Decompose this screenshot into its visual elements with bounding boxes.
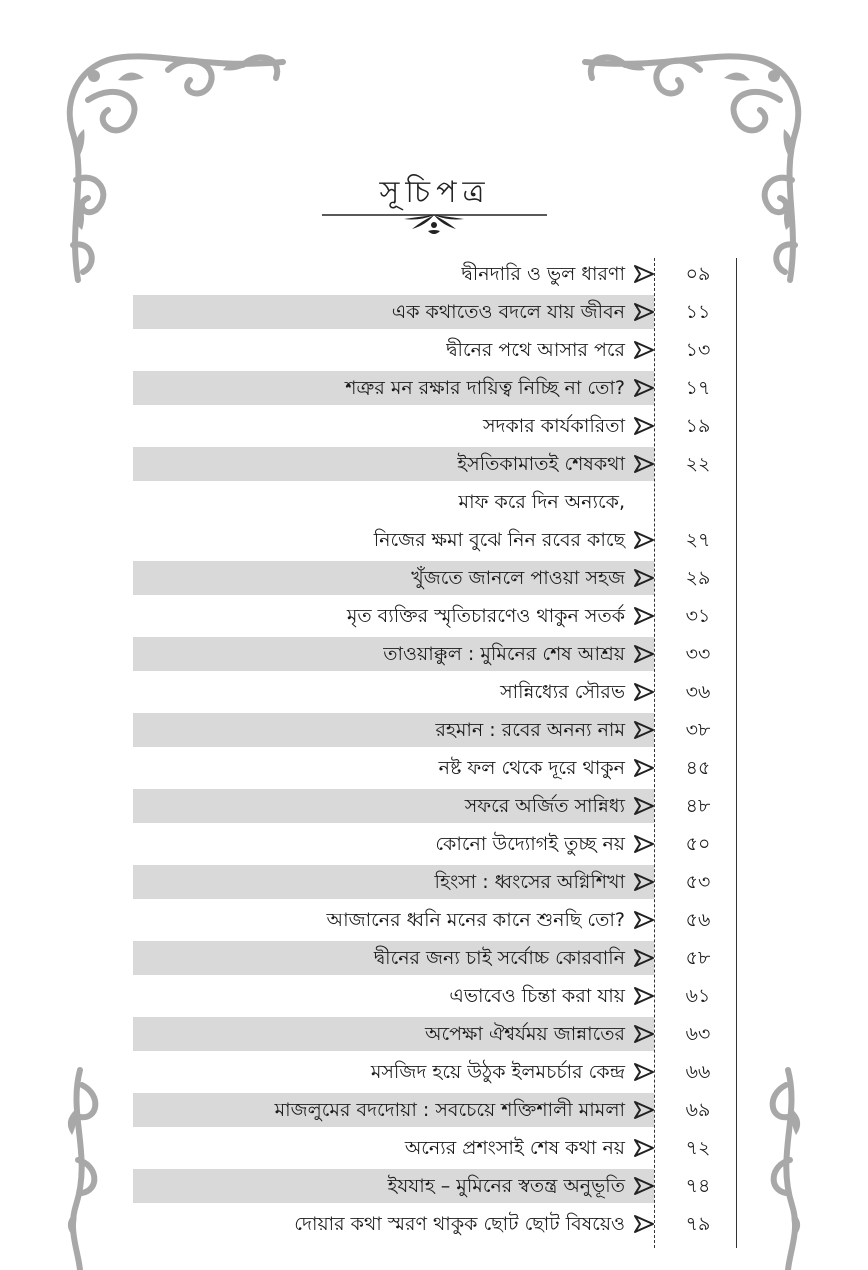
toc-entry-title: মাজলুমের বদদোয়া : সবচেয়ে শক্তিশালী মামলা (274, 1099, 625, 1121)
corner-ornament-top-left-icon (58, 40, 298, 290)
toc-entry-title: মৃত ব্যক্তির স্মৃতিচারণেও থাকুন সতর্ক (346, 605, 625, 627)
page-title: সূচিপত্র (379, 175, 491, 210)
arrow-pointer-icon (633, 834, 655, 858)
arrow-pointer-icon (633, 530, 655, 554)
toc-entry-title: তাওয়াক্কুল : মুমিনের শেষ আশ্রয় (383, 643, 625, 665)
arrow-pointer-icon (633, 606, 655, 630)
toc-entry (133, 483, 773, 559)
toc-entry (133, 445, 773, 483)
arrow-pointer-icon (633, 872, 655, 896)
toc-entry-page-number: ৩৮ (685, 719, 711, 741)
toc-entry-page-number: ৫৩ (685, 871, 711, 893)
toc-entry-title: ইযযাহ – মুমিনের স্বতন্ত্র অনুভূতি (387, 1175, 625, 1197)
toc-entry (133, 977, 773, 1015)
arrow-pointer-icon (633, 720, 655, 744)
arrow-pointer-icon (633, 1176, 655, 1200)
toc-entry-page-number: ৫৬ (685, 909, 711, 931)
toc-entry-title: কোনো উদ্যোগই তুচ্ছ নয় (435, 833, 625, 855)
arrow-pointer-icon (633, 1024, 655, 1048)
toc-entry-page-number: ৩৬ (685, 681, 711, 703)
arrow-pointer-icon (633, 1214, 655, 1238)
toc-entry-page-number: ৩৩ (685, 643, 711, 665)
toc-entry (133, 559, 773, 597)
toc-entry (133, 901, 773, 939)
title-flourish-icon (322, 203, 547, 237)
toc-entry-page-number: ৫৮ (685, 947, 711, 969)
arrow-pointer-icon (633, 340, 655, 364)
toc-entry-page-number: ২৭ (685, 529, 711, 551)
arrow-pointer-icon (633, 682, 655, 706)
toc-entry-page-number: ৩১ (685, 605, 711, 627)
toc-entry-page-number: ২৯ (685, 567, 711, 589)
toc-entry-title: ইসতিকামাতই শেষকথা (457, 453, 625, 475)
arrow-pointer-icon (633, 454, 655, 478)
toc-entry (133, 293, 773, 331)
arrow-pointer-icon (633, 264, 655, 288)
toc-entry-title: এভাবেও চিন্তা করা যায় (449, 985, 625, 1007)
toc-entry (133, 711, 773, 749)
toc-entry-page-number: ৫০ (685, 833, 711, 855)
toc-entry-title: দোয়ার কথা স্মরণ থাকুক ছোট ছোট বিষয়েও (294, 1213, 625, 1235)
toc-entry (133, 673, 773, 711)
arrow-pointer-icon (633, 416, 655, 440)
toc-entry-page-number: ১৭ (685, 377, 711, 399)
toc-entry-title: নষ্ট ফল থেকে দূরে থাকুন (438, 757, 625, 779)
toc-entry (133, 749, 773, 787)
toc-entry-title: রহমান : রবের অনন্য নাম (435, 719, 625, 741)
arrow-pointer-icon (633, 1062, 655, 1086)
toc-entry-title: অন্যের প্রশংসাই শেষ কথা নয় (404, 1137, 625, 1159)
toc-entry (133, 1205, 773, 1243)
toc-entry-title: সফরে অর্জিত সান্নিধ্য (464, 795, 625, 817)
toc-entry-title: মসজিদ হয়ে উঠুক ইলমচর্চার কেন্দ্র (370, 1061, 625, 1083)
toc-entry (133, 1053, 773, 1091)
toc-entry (133, 331, 773, 369)
toc-entry (133, 787, 773, 825)
arrow-pointer-icon (633, 758, 655, 782)
toc-entry-page-number: ৬৬ (685, 1061, 711, 1083)
toc-entry-title-line1: মাফ করে দিন অন্যকে, (458, 491, 625, 513)
toc-entry-title: দ্বীনের পথে আসার পরে (446, 339, 625, 361)
table-of-contents (133, 255, 773, 1243)
toc-entry-title: দ্বীনদারি ও ভুল ধারণা (461, 263, 625, 285)
toc-entry-page-number: ৬১ (685, 985, 711, 1007)
toc-entry-title: নিজের ক্ষমা বুঝে নিন রবের কাছে (373, 529, 625, 551)
toc-entry (133, 863, 773, 901)
toc-entry-page-number: ৭৪ (685, 1175, 711, 1197)
toc-entry (133, 1129, 773, 1167)
arrow-pointer-icon (633, 796, 655, 820)
toc-entry-title: সান্নিধ্যের সৌরভ (500, 681, 625, 703)
toc-entry-page-number: ৪৫ (685, 757, 711, 779)
arrow-pointer-icon (633, 568, 655, 592)
toc-entry (133, 1015, 773, 1053)
toc-entry (133, 825, 773, 863)
toc-entry (133, 635, 773, 673)
toc-entry-title: দ্বীনের জন্য চাই সর্বোচ্চ কোরবানি (373, 947, 625, 969)
corner-ornament-top-right-icon (570, 40, 810, 290)
toc-entry-title: অপেক্ষা ঐশ্বর্যময় জান্নাতের (425, 1023, 625, 1045)
toc-entry-title: শত্রুর মন রক্ষার দায়িত্ব নিচ্ছি না তো? (345, 377, 625, 399)
corner-ornament-bottom-left-icon (58, 1065, 108, 1270)
toc-entry (133, 939, 773, 977)
toc-entry (133, 1167, 773, 1205)
arrow-pointer-icon (633, 948, 655, 972)
toc-entry-page-number: ৪৮ (685, 795, 711, 817)
toc-entry-page-number: ৭২ (685, 1137, 711, 1159)
toc-entry-page-number: ৬৯ (685, 1099, 711, 1121)
arrow-pointer-icon (633, 910, 655, 934)
arrow-pointer-icon (633, 1100, 655, 1124)
arrow-pointer-icon (633, 1138, 655, 1162)
toc-entry-title: খুঁজতে জানলে পাওয়া সহজ (411, 567, 625, 589)
toc-entry-page-number: ০৯ (685, 263, 711, 285)
toc-entry (133, 407, 773, 445)
toc-entry-title: হিংসা : ধ্বংসের অগ্নিশিখা (434, 871, 625, 893)
toc-entry (133, 369, 773, 407)
toc-entry-title: সদকার কার্যকারিতা (482, 415, 625, 437)
toc-entry-page-number: ২২ (685, 453, 711, 475)
toc-entry-page-number: ৭৯ (685, 1213, 711, 1235)
toc-entry (133, 1091, 773, 1129)
toc-entry-page-number: ১৯ (685, 415, 711, 437)
toc-entry-page-number: ১১ (685, 301, 711, 323)
toc-entry-page-number: ১৩ (685, 339, 711, 361)
toc-entry-title: আজানের ধ্বনি মনের কানে শুনছি তো? (326, 909, 625, 931)
toc-entry-title: এক কথাতেও বদলে যায় জীবন (391, 301, 625, 323)
arrow-pointer-icon (633, 644, 655, 668)
arrow-pointer-icon (633, 302, 655, 326)
arrow-pointer-icon (633, 378, 655, 402)
arrow-pointer-icon (633, 986, 655, 1010)
toc-entry-page-number: ৬৩ (685, 1023, 711, 1045)
toc-entry (133, 255, 773, 293)
toc-entry (133, 597, 773, 635)
